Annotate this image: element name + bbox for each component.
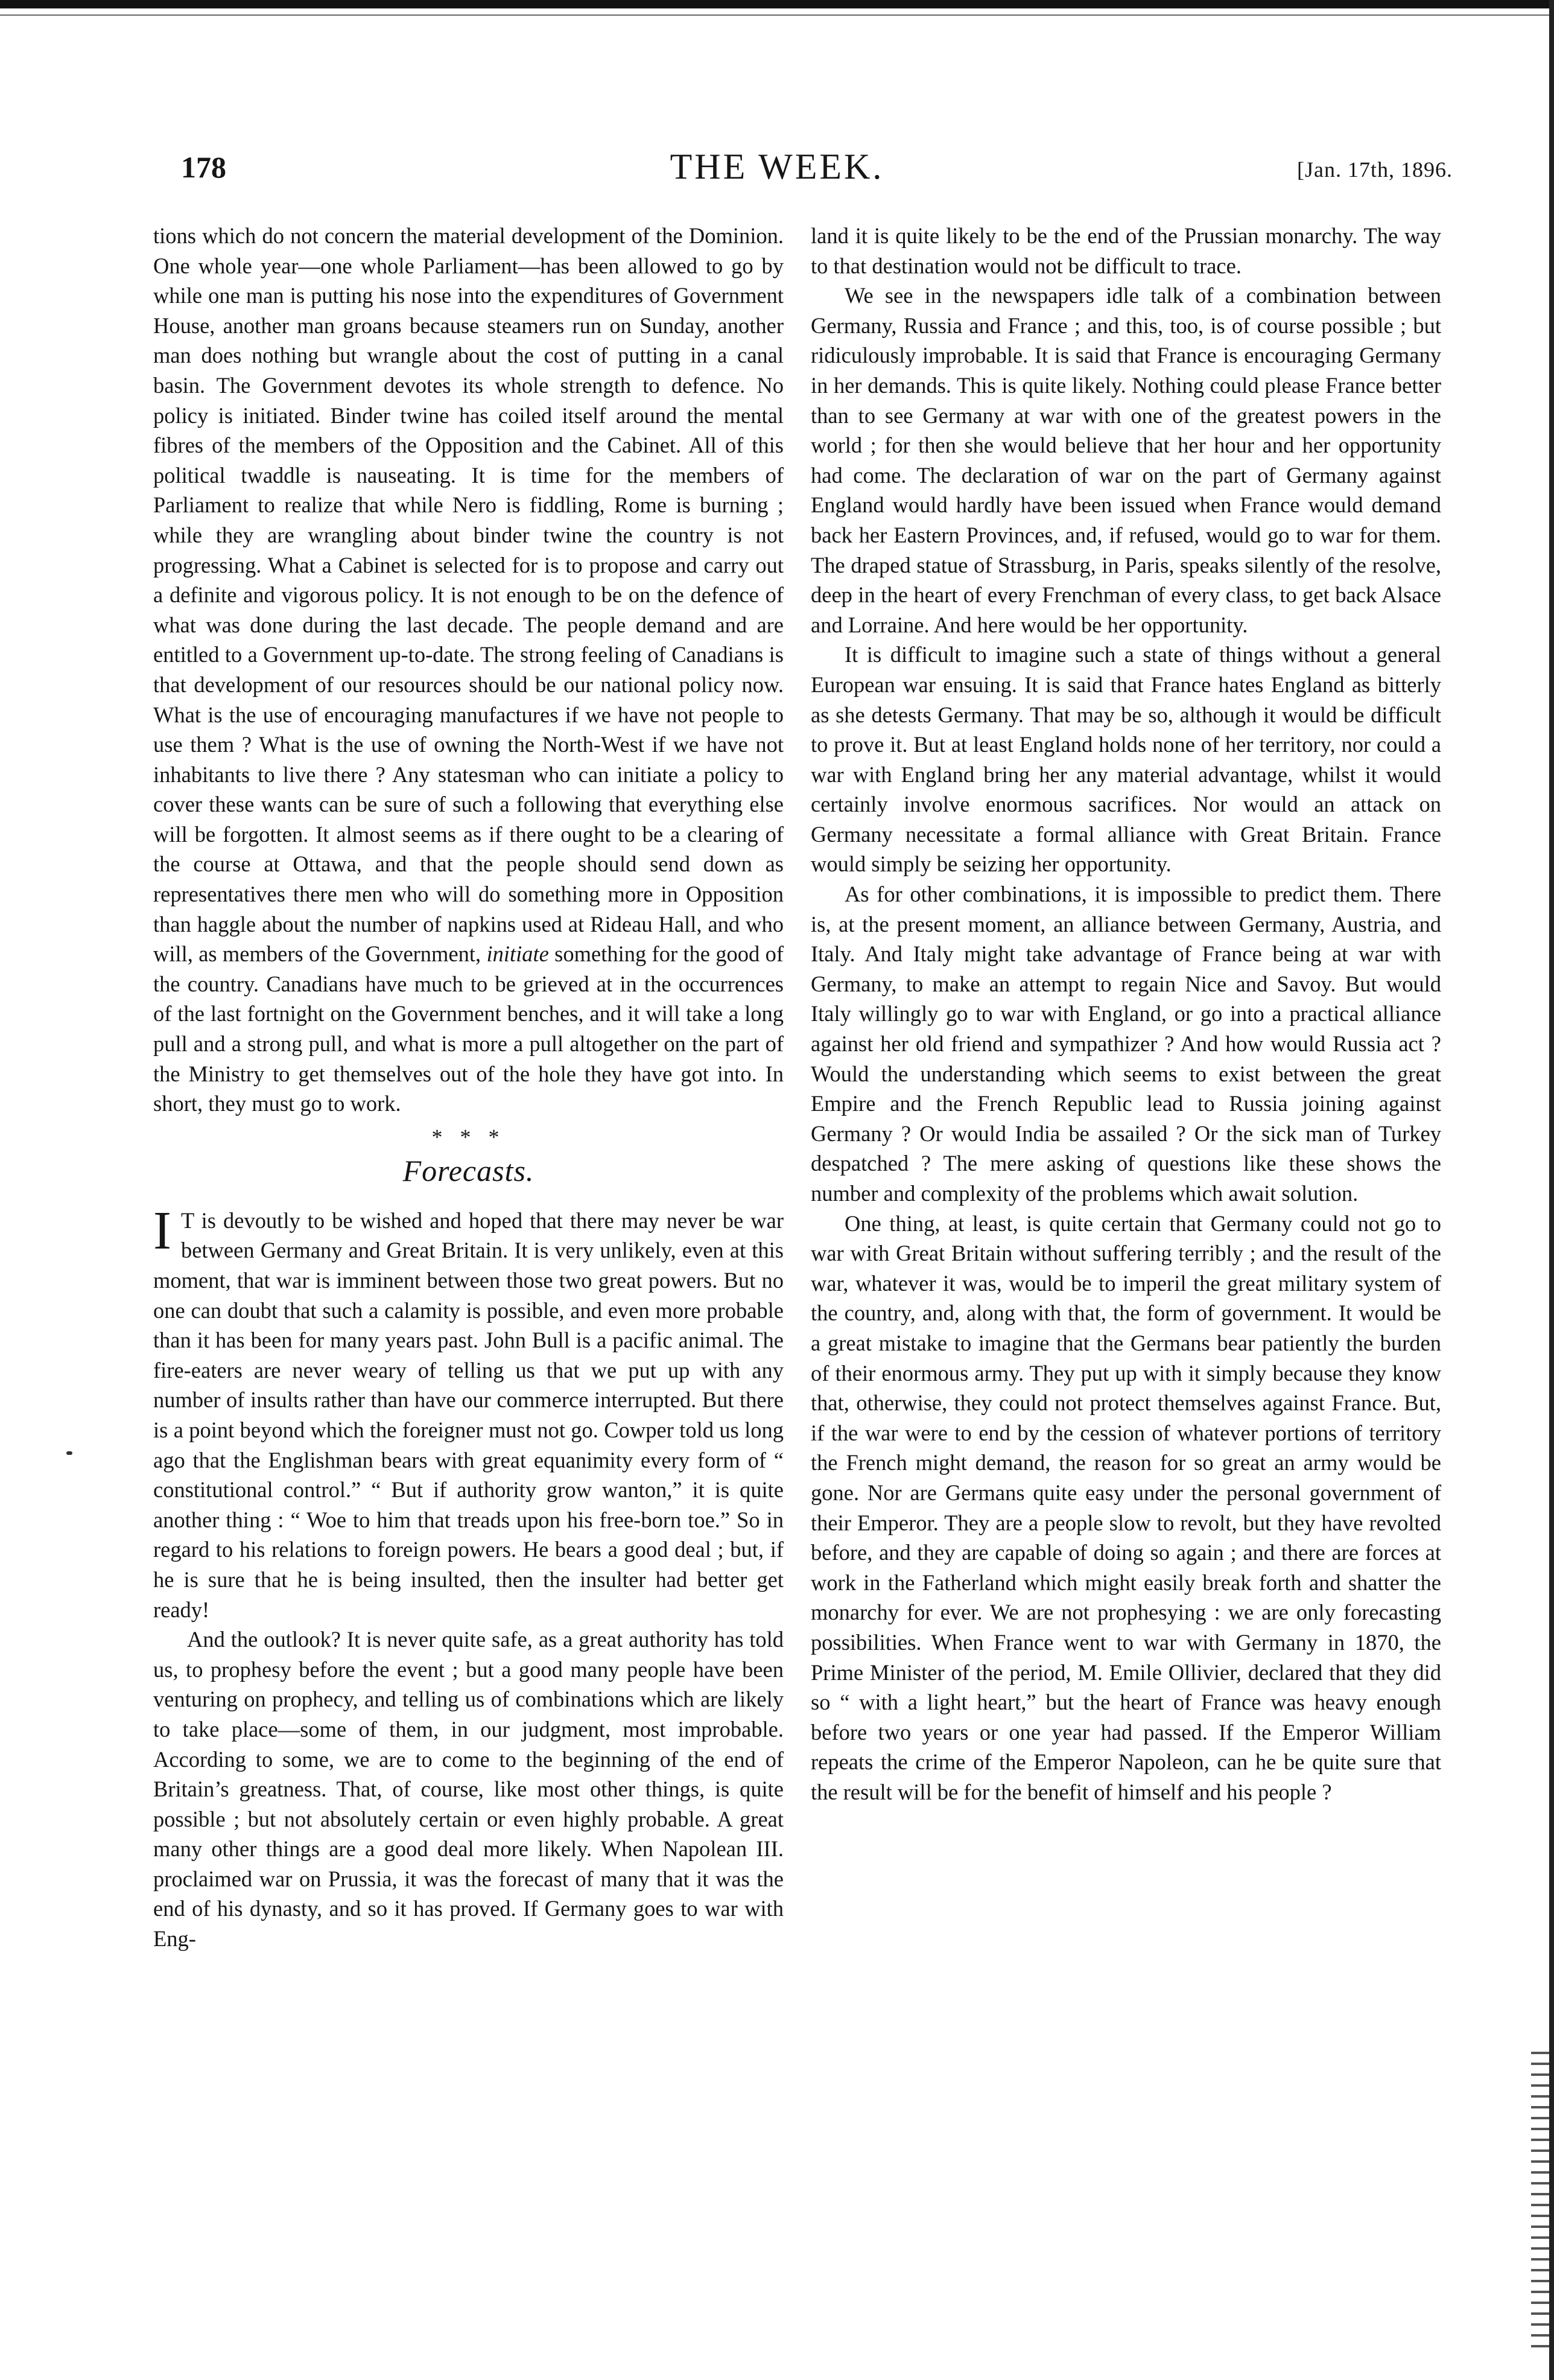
article-paragraph: As for other combinations, it is impossible to predict them. There is, at the present moment, an alliance between Germany, Austria, and Italy. And Italy might take advantage of France being at war with Germany, to make an attempt to regain Nice and Savoy. But would Italy willingly go to war with England, or go into a practical alliance against her old friend and sympathizer ? And how would Russia act ? Would the understanding which seems to exist between the great Empire and the French Republic lead to Russia joining against Germany ? Or would India be assailed ? Or the sick man of Turkey despatched ? The mere asking of questions like these shows the number and complexity of the problems which await solution.	[811, 882, 1441, 1206]
emphasis-text: initiate	[486, 941, 549, 967]
page-number: 178	[181, 150, 226, 184]
paragraph-text: T is devoutly to be wished and hoped that there may never be war between Germany and Great Britain. It is very unlikely, even at this moment, that war is imminent between those two great powers. But no one can doubt that such a calamity is possible, and even more probable than it has been for many years past. John Bull is a pacific animal. The fire-eaters are never weary of telling us that we put up with any number of insults rather than have our commerce interrupted. But there is a point beyond which the foreigner must not go. Cowper told us long ago that the Englishman bears with great equanimity every form of “ constitutional control.” “ But if authority grow wanton,” it is quite another thing : “ Woe to him that treads upon his free-born toe.” So in regard to his relations to foreign powers. He bears a good deal ; but, if he is sure that he is being insulted, then the insulter had better get ready!	[153, 1208, 784, 1622]
article-paragraph: And the outlook? It is never quite safe, as a great authority has told us, to prophesy before the event ; but a good many people have been venturing on prophecy, and telling us of combinations which are likely to take place—some of them, in our judgment, most improbable. According to some, we are to come to the beginning of the end of Britain’s greatness. That, of course, like most other things, is quite possible ; but not absolutely certain or even highly probable. A great many other things are a good deal more likely. When Napolean III. proclaimed war on Prussia, it was the forecast of many that it was the end of his dynasty, and so it has proved. If Germany goes to war with Eng-	[153, 1627, 784, 1952]
drop-cap: I	[153, 1200, 171, 1261]
article-paragraph: One thing, at least, is quite certain that Germany could not go to war with Great Britain without suffering terribly ; and the result of the war, whatever it was, would be to imperil the great military system of the country, and, along with that, the form of government. It would be a great mistake to imagine that the Germans bear patiently the burden of their enormous army. They put up with it simply because they know that, otherwise, they could not protect themselves against France. But, if the war were to end by the cession of whatever portions of territory the French might demand, the reason for so great an army would be gone. Nor are Germans quite easy under the personal government of their Emperor. They are a people slow to revolt, but they have revolted before, and they are capable of doing so again ; and there are forces at work in the Fatherland which might easily break forth and shatter the monarchy for ever. We are not prophesying : we are only forecasting possibilities. When France went to war with Germany in 1870, the Prime Minister of the period, M. Emile Ollivier, declared that they did so “ with a light heart,” but the heart of France was heavy enough before two years or one year had passed. If the Emperor William repeats the crime of the Emperor Napoleon, can he be quite sure that the result will be for the benefit of himself and his people ?	[811, 1211, 1441, 1804]
section-title: Forecasts.	[402, 1153, 534, 1188]
page-header	[0, 147, 1554, 198]
right-column	[811, 221, 1441, 1807]
scan-edge-ticks	[1531, 2052, 1549, 2353]
article-paragraph: It is difficult to imagine such a state of things without a general European war ensuing. It is said that France hates England as bitterly as she detests Germany. That may be so, although it would be difficult to prove it. But at least England holds none of her territory, nor could a war with England bring her any material advantage, whilst it would certainly involve enormous sacrifices. Nor would an attack on Germany necessitate a formal alliance with Great Britain. France would simply be seizing her opportunity.	[811, 642, 1441, 877]
margin-speck	[66, 1451, 72, 1455]
article-paragraph: We see in the newspapers idle talk of a combination between Germany, Russia and France ; and this, too, is of course possible ; but ridiculously improbable. It is said that France is encouraging Germany in her demands. This is quite likely. Nothing could please France better than to see Germany at war with one of the greatest powers in the world ; for then she would believe that her hour and her opportunity had come. The declaration of war on the part of Germany against England would hardly have been issued when France would demand back her Eastern Provinces, and, if refused, would go to war for them. The draped statue of Strassburg, in Paris, speaks silently of the resolve, deep in the heart of every Frenchman of every class, to get back Alsace and Lorraine. And here would be her opportunity.	[811, 283, 1441, 637]
left-column	[153, 221, 784, 1954]
paragraph-text: tions which do not concern the material development of the Dominion. One whole year—one whole Parliament—has been allowed to go by while one man is putting his nose into the expenditures of Government House, another man groans because steamers run on Sunday, another man does nothing but wrangle about the cost of putting in a canal basin. The Government devotes its whole strength to defence. No policy is initiated. Binder twine has coiled itself around the mental fibres of the members of the Opposition and the Cabinet. All of this political twaddle is nauseating. It is time for the members of Parliament to realize that while Nero is fiddling, Rome is burning ; while they are wrangling about binder twine the country is not progressing. What a Cabinet is selected for is to propose and carry out a definite and vigorous policy. It is not enough to be on the defence of what was done during the last decade. The people demand and are entitled to a Government up-to-date. The strong feeling of Canadians is that development of our resources should be our national policy now. What is the use of encouraging manufactures if we have not people to use them ? What is the use of owning the North-West if we have not inhabitants to live there ? Any statesman who can initiate a policy to cover these wants can be sure of such a following that everything else will be forgotten. It almost seems as if there ought to be a clearing of the course at Ottawa, and that the people should send down as representatives there men who will do something more in Opposition than haggle about the number of napkins used at Rideau Hall, and who will, as members of the Government,	[153, 223, 784, 967]
article-paragraph-continued: land it is quite likely to be the end of the Prussian monarchy. The way to that destination would not be difficult to trace.	[811, 223, 1441, 278]
issue-date: [Jan. 17th, 1896.	[1297, 158, 1453, 182]
masthead-title: THE WEEK.	[670, 147, 884, 186]
article-opening-paragraph	[153, 1200, 784, 1624]
scan-edge-right	[1549, 0, 1554, 2380]
section-separator: * * *	[431, 1124, 506, 1149]
paragraph-continued	[153, 221, 784, 1119]
scan-edge-top	[0, 0, 1554, 21]
paragraph-text-end: something for the good of the country. Canadians have much to be grieved at in the occurrences of the last fortnight on the Government benches, and it will take a long pull and a strong pull, and what is more a pull altogether on the part of the Ministry to get themselves out of the hole they have got into. In short, they must go to work.	[153, 941, 784, 1116]
